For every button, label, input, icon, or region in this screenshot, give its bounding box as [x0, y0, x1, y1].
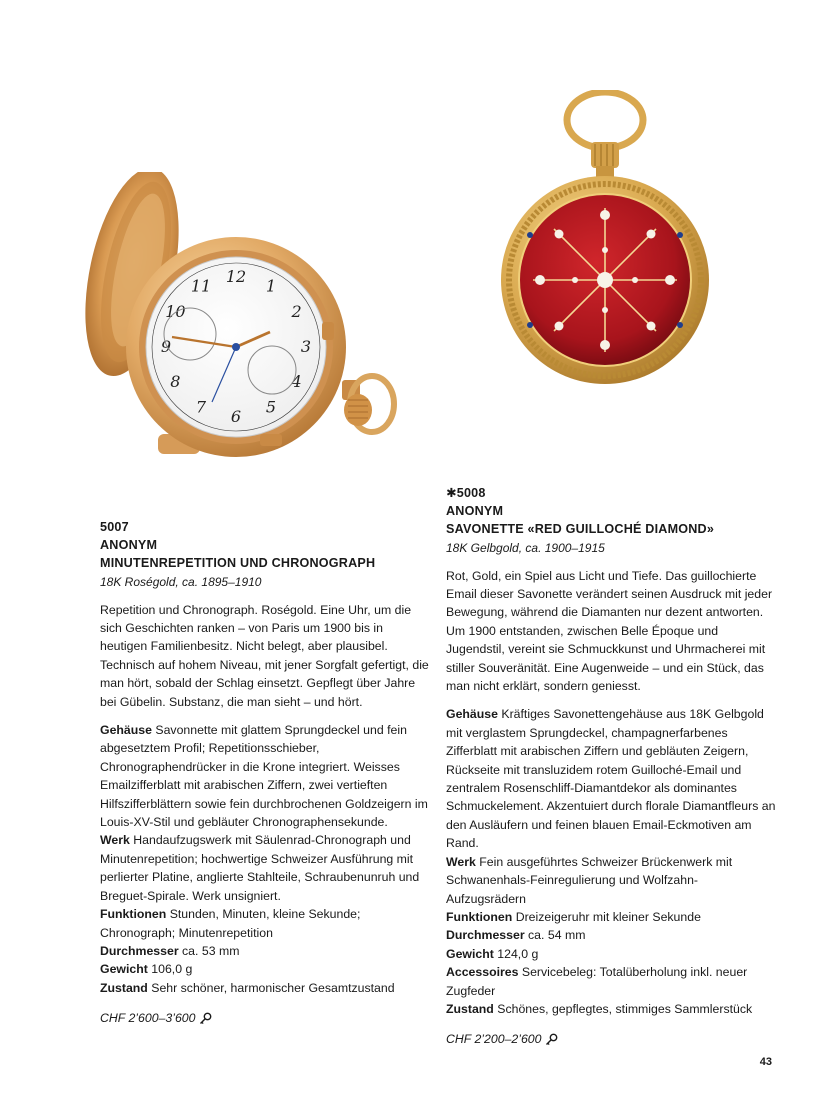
lot-maker: ANONYM — [100, 538, 158, 553]
lot-estimate — [446, 1030, 776, 1048]
dial-numeral: 3 — [300, 337, 312, 356]
spec-diameter: Durchmesser ca. 53 mm — [100, 943, 240, 958]
lot-5008 — [446, 484, 776, 1049]
lot-material: 18K Gelbgold, ca. 1900–1915 — [446, 540, 605, 555]
key-icon — [199, 1012, 212, 1025]
spec-weight: Gewicht 106,0 g — [100, 962, 193, 977]
dial-numeral: 1 — [265, 276, 277, 296]
key-icon — [545, 1033, 558, 1046]
spec-accessories: Accessoires Servicebeleg: Totalüberholung inkl. neuer Zugfeder — [446, 965, 748, 998]
lot-estimate — [100, 1009, 430, 1027]
spec-case: Gehäuse Savonnette mit glattem Sprungdeckel und fein abgesetztem Profil; Repetitionsschieber, Chronographendrücker in die Krone integriert. Weisses Emailzifferblatt mit arabischen Ziffern, zwei vertieften Hilfszifferblättern sowie fein durchbrochenen Goldzeigern im Louis-XV-Stil und gebläuter Chronographensekunde. — [100, 723, 428, 830]
dial-numeral: 11 — [190, 276, 212, 296]
spec-movement: Werk Handaufzugswerk mit Säulenrad-Chronograph und Minutenrepetition; hochwertige Schweizer Ausführung mit perlierter Platine, anglierte Stahlteile, Schraubenunruh und Breguet-Spirale. Werk unsigniert. — [100, 833, 420, 903]
dial-numeral: 5 — [265, 397, 277, 417]
enamel-panel — [519, 194, 691, 366]
lot-description: Repetition und Chronograph. Roségold. Eine Uhr, um die sich Geschichten ranken – von Paris um 1900 bis in heutigen Familienbesitz. Nicht belegt, aber plausibel. Technisch auf hohem Niveau, mit jener Sorgfalt gefertigt, die man hört, sobald der Schlag einsetzt. Gepflegt über Jahre bei Gübelin. Substanz, die man sieht – und hört. — [100, 602, 429, 709]
dial-numeral: 12 — [225, 267, 247, 286]
dial-numeral: 4 — [291, 372, 302, 391]
lot-5007 — [100, 518, 430, 1028]
dial-numeral: 7 — [195, 397, 207, 417]
lot-number: ✱5008 — [446, 486, 486, 500]
dial-numeral: 9 — [160, 337, 172, 356]
spec-functions: Funktionen Stunden, Minuten, kleine Sekunde; Chronograph; Minutenrepetition — [100, 907, 361, 940]
dial-numeral: 2 — [291, 302, 302, 321]
spec-case: Gehäuse Kräftiges Savonettengehäuse aus 18K Gelbgold mit verglastem Sprungdeckel, champagnerfarbenes Zifferblatt mit arabischen Ziffern und gebläuten Zeigern, Rückseite mit transluzidem rotem Guilloché-Email und zentralem Rosenschliff-Diamantdekor als dominantes Schmuckelement. Akzentuiert durch florale Diamantfleurs an den Ausläufern und feinen blauen Email-Eckmotiven am Rand. — [446, 707, 776, 851]
watch-dial — [146, 257, 326, 437]
spec-weight: Gewicht 124,0 g — [446, 946, 539, 961]
lot-description: Rot, Gold, ein Spiel aus Licht und Tiefe. Das guillochierte Email dieser Savonette verändert seinen Ausdruck mit jeder Bewegung, während die Diamanten nur dezent antworten. Um 1900 entstanden, zwischen Belle Époque und Jugendstil, vereint sie Schmuckkunst und Uhrmacherei mit stiller Souveränität. Eine Augenweide – und ein Stück, das man nicht erklärt, sondern geniesst. — [446, 568, 773, 694]
red-enamel-diamond-watch-image — [490, 90, 720, 385]
lot-specs — [100, 721, 430, 997]
spec-diameter: Durchmesser ca. 54 mm — [446, 928, 586, 943]
lot-title: MINUTENREPETITION UND CHRONOGRAPH — [100, 556, 376, 571]
spec-condition: Zustand Schönes, gepflegtes, stimmiges Sammlerstück — [446, 1001, 753, 1016]
dial-numeral: 8 — [170, 372, 181, 391]
spec-movement: Werk Fein ausgeführtes Schweizer Brückenwerk mit Schwanenhals-Feinregulierung und Wolfzahn-Aufzugsrädern — [446, 854, 733, 906]
dial-numeral: 6 — [230, 407, 242, 426]
lot-material: 18K Roségold, ca. 1895–1910 — [100, 574, 262, 589]
estimate-text: CHF 2’600–3’600 — [100, 1011, 196, 1026]
estimate-text: CHF 2’200–2’600 — [446, 1032, 542, 1047]
lot-maker: ANONYM — [446, 504, 504, 519]
dial-numeral: 10 — [165, 302, 186, 321]
lot-specs — [446, 705, 776, 1018]
lot-title: SAVONETTE «RED GUILLOCHÉ DIAMOND» — [446, 522, 715, 537]
page-number: 43 — [759, 1056, 772, 1068]
lot-number: 5007 — [100, 520, 129, 534]
spec-condition: Zustand Sehr schöner, harmonischer Gesamtzustand — [100, 980, 395, 995]
spec-functions: Funktionen Dreizeigeruhr mit kleiner Sekunde — [446, 909, 701, 924]
rose-gold-chronograph-watch-image — [72, 172, 422, 472]
